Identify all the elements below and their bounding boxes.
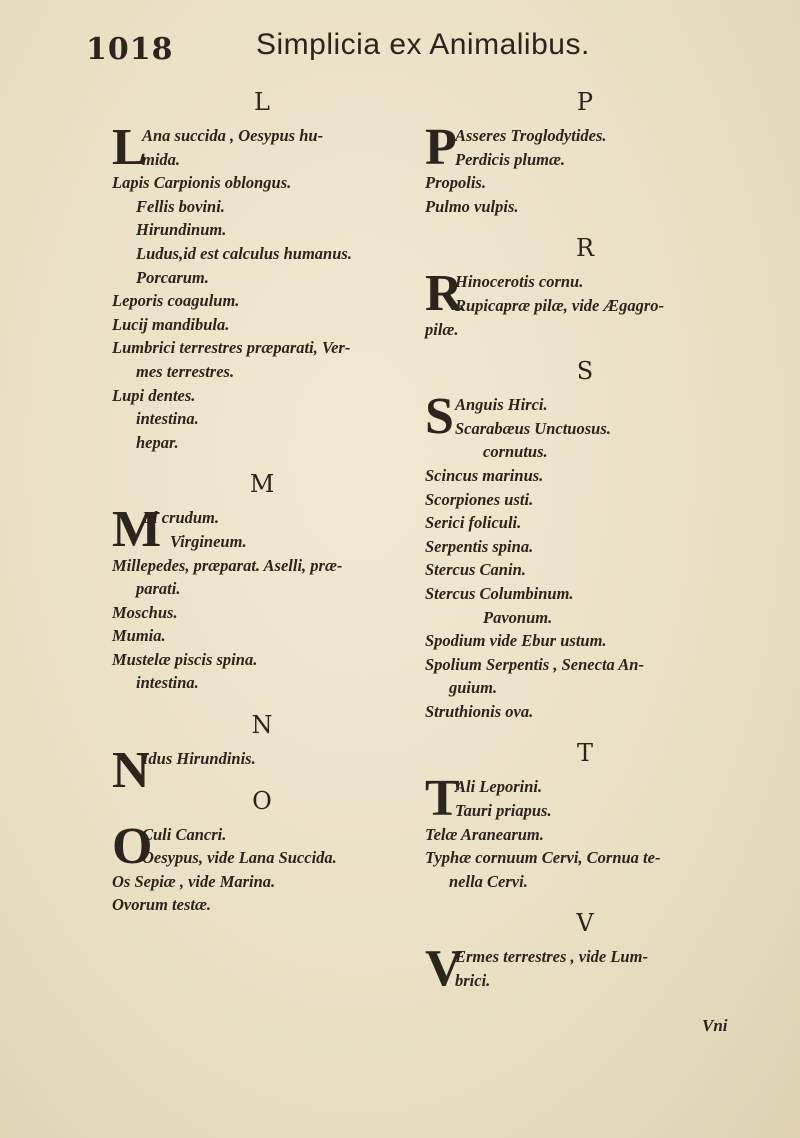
- entry-text: Idus Hirundinis.: [142, 749, 256, 769]
- entry-line: [112, 671, 412, 695]
- entry-text: Mustelæ piscis spina.: [112, 649, 258, 669]
- entry-line: [112, 846, 412, 870]
- entry-line: [425, 629, 745, 653]
- entry-line: [425, 488, 745, 512]
- entry-line: [112, 648, 412, 672]
- entry-line: [425, 846, 745, 870]
- entry-text: Millepedes, præparat. Aselli, præ-: [112, 555, 343, 575]
- entry-text: Telæ Aranearum.: [425, 824, 544, 844]
- drop-cap: T: [425, 770, 460, 828]
- entry-line: [112, 266, 412, 290]
- running-title: Simplicia ex Animalibus.: [256, 28, 590, 61]
- entry-line: [112, 530, 412, 554]
- entry-line: [425, 582, 745, 606]
- entry-text: Stercus Columbinum.: [425, 583, 574, 603]
- entry-text: Hirundinum.: [136, 220, 227, 240]
- page-header: [0, 0, 800, 80]
- right-column: [425, 86, 745, 1007]
- entry-line: [425, 148, 745, 172]
- entry-text: Anguis Hirci.: [455, 395, 548, 415]
- entry-text: intestina.: [136, 409, 199, 429]
- entry-line: [112, 554, 412, 578]
- entry-line: [112, 218, 412, 242]
- section-letter-s: S: [576, 357, 594, 386]
- entry-line: [425, 318, 745, 342]
- entry-line: [425, 606, 745, 630]
- entry-text: Typhæ cornuum Cervi, Cornua te-: [425, 848, 661, 868]
- entry-text: Leporis coagulum.: [112, 291, 240, 311]
- entry-line: [112, 289, 412, 313]
- section-letter-l: L: [254, 88, 270, 116]
- entry-text: Serici foliculi.: [425, 513, 522, 533]
- entry-text: Os Sepiæ , vide Marina.: [112, 871, 276, 891]
- entry-text: Perdicis plumæ.: [455, 149, 565, 169]
- entry-text: mes terrestres.: [136, 361, 235, 381]
- entry-text: Rupicapræ pilæ, vide Ægagro-: [455, 295, 664, 315]
- entry-line: [112, 893, 412, 917]
- entry-line: [425, 558, 745, 582]
- entry-line: [112, 431, 412, 455]
- entry-text: Mumia.: [112, 626, 166, 646]
- entry-text: Tauri priapus.: [455, 801, 552, 821]
- entry-text: Asseres Troglodytides.: [455, 126, 607, 145]
- entry-line: [112, 313, 412, 337]
- entry-line: [112, 407, 412, 431]
- entry-line: [112, 624, 412, 648]
- entry-line: [112, 336, 412, 360]
- entry-text: Porcarum.: [136, 267, 209, 287]
- entry-line: [425, 700, 745, 724]
- entry-text: Serpentis spina.: [425, 536, 534, 556]
- entry-text: Moschus.: [112, 602, 178, 622]
- entry-line: [425, 823, 745, 847]
- entry-text: Scarabæus Unctuosus.: [455, 418, 611, 438]
- section-letter-t: T: [576, 739, 593, 768]
- entry-line: [112, 384, 412, 408]
- entry-text: Lumbrici terrestres præparati, Ver-: [112, 338, 351, 358]
- section-letter-m: M: [249, 470, 275, 499]
- entry-line: [112, 360, 412, 384]
- catchword: Vni: [702, 1016, 728, 1035]
- page-number: 1018: [86, 32, 174, 67]
- entry-text: El crudum.: [142, 508, 220, 528]
- drop-cap: O: [112, 817, 153, 875]
- entry-line: [425, 535, 745, 559]
- left-column: [112, 86, 412, 931]
- section-letter-p: P: [576, 88, 594, 116]
- drop-cap: N: [112, 742, 150, 800]
- entry-text: intestina.: [136, 673, 199, 693]
- entry-text: Pavonum.: [483, 607, 553, 627]
- drop-cap: V: [425, 940, 463, 998]
- drop-cap: R: [425, 265, 463, 323]
- entry-line: [112, 742, 412, 800]
- entry-line: [425, 294, 745, 318]
- entry-text: nella Cervi.: [449, 871, 528, 891]
- entry-line: [425, 653, 745, 677]
- entry-line: [112, 171, 412, 195]
- entry-text: Scincus marinus.: [425, 465, 544, 485]
- section-letter-v: V: [576, 909, 594, 938]
- entry-text: parati.: [136, 579, 181, 599]
- entry-text: Spolium Serpentis , Senecta An-: [425, 654, 644, 674]
- entry-line: [425, 676, 745, 700]
- entry-line: [425, 464, 745, 488]
- entry-line: [425, 440, 745, 464]
- entry-line: [112, 195, 412, 219]
- entry-line: [112, 242, 412, 266]
- entry-text: pilæ.: [425, 319, 459, 339]
- entry-line: [425, 417, 745, 441]
- section-letter-o: O: [252, 786, 272, 815]
- entry-line: [425, 870, 745, 894]
- entry-text: Lucij mandibula.: [112, 314, 230, 334]
- entry-text: Stercus Canin.: [425, 560, 526, 580]
- entry-text: Lapis Carpionis oblongus.: [112, 173, 292, 193]
- entry-text: Spodium vide Ebur ustum.: [425, 631, 607, 651]
- entry-text: brici.: [455, 971, 491, 991]
- entry-text: Virgineum.: [170, 531, 247, 551]
- entry-line: [112, 870, 412, 894]
- section-letter-r: R: [575, 234, 595, 263]
- entry-text: Oesypus, vide Lana Succida.: [142, 848, 337, 868]
- entry-text: Ludus,id est calculus humanus.: [136, 243, 352, 263]
- entry-line: [425, 969, 745, 993]
- drop-cap: L: [112, 119, 147, 176]
- entry-text: Ermes terrestres , vide Lum-: [455, 947, 648, 967]
- entry-line: [425, 195, 745, 219]
- section-letter-n: N: [251, 711, 273, 740]
- entry-text: cornutus.: [483, 442, 548, 462]
- entry-line: [112, 601, 412, 625]
- entry-text: Ana succida , Oesypus hu-: [142, 126, 324, 145]
- drop-cap: S: [425, 388, 454, 446]
- entry-line: [112, 148, 412, 172]
- entry-text: Struthionis ova.: [425, 701, 534, 721]
- entry-text: Scorpiones usti.: [425, 489, 534, 509]
- entry-text: Lupi dentes.: [112, 385, 196, 405]
- entry-line: [425, 799, 745, 823]
- entry-text: guium.: [449, 678, 498, 698]
- entry-line: [425, 511, 745, 535]
- entry-text: Pulmo vulpis.: [425, 196, 519, 216]
- drop-cap: P: [425, 119, 457, 176]
- drop-cap: M: [112, 501, 162, 559]
- entry-text: Culi Cancri.: [142, 824, 227, 844]
- entry-text: Fellis bovini.: [136, 196, 225, 216]
- entry-text: hepar.: [136, 432, 179, 452]
- entry-line: [425, 171, 745, 195]
- entry-text: Ali Leporini.: [455, 777, 543, 797]
- entry-text: Ovorum testæ.: [112, 895, 211, 915]
- entry-text: Propolis.: [425, 173, 486, 193]
- entry-line: [112, 577, 412, 601]
- entry-text: Hinocerotis cornu.: [455, 272, 584, 292]
- entry-text: mida.: [142, 149, 181, 169]
